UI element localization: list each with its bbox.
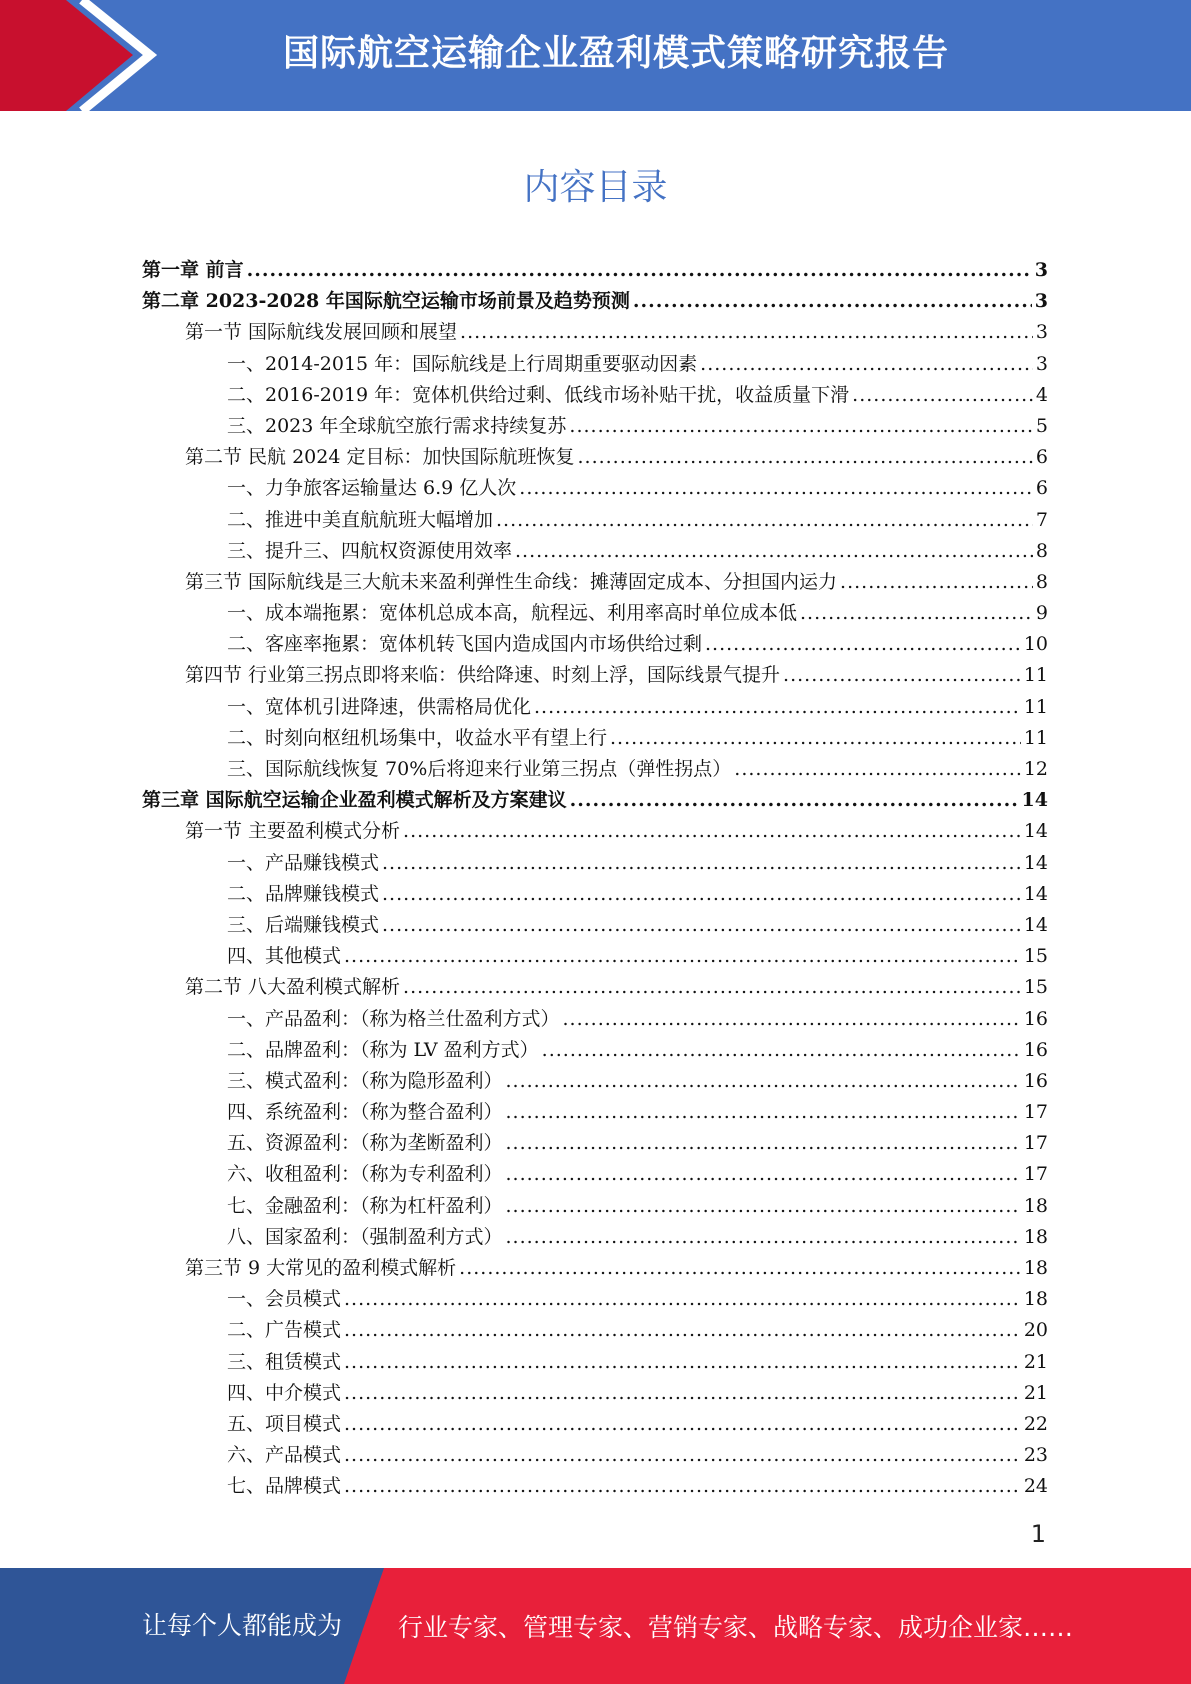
toc-dot-leader <box>344 1378 1021 1409</box>
toc-entry[interactable] <box>142 754 1048 785</box>
toc-dot-leader <box>344 1440 1021 1471</box>
toc-entry-page: 5 <box>1035 414 1048 437</box>
toc-dot-leader <box>515 536 1033 567</box>
toc-entry-title: 第三章 国际航空运输企业盈利模式解析及方案建议 <box>142 789 567 812</box>
toc-dot-leader <box>734 754 1021 785</box>
toc-entry[interactable] <box>142 1035 1048 1066</box>
toc-entry[interactable] <box>142 349 1048 380</box>
toc-entry-page: 24 <box>1023 1475 1048 1498</box>
toc-dot-leader <box>506 1191 1021 1222</box>
toc-entry-page: 8 <box>1035 570 1048 593</box>
toc-entry[interactable] <box>142 1347 1048 1378</box>
header-banner <box>0 0 1191 111</box>
footer-banner <box>0 1568 1191 1684</box>
toc-entry[interactable] <box>142 286 1048 317</box>
toc-dot-leader <box>382 910 1021 941</box>
toc-entry-title: 四、系统盈利：（称为整合盈利） <box>227 1101 503 1124</box>
toc-entry-page: 17 <box>1023 1163 1048 1186</box>
footer-slogan-right: 行业专家、管理专家、营销专家、战略专家、成功企业家…… <box>398 1613 1074 1642</box>
toc-entry-title: 第二节 民航 2024 定目标：加快国际航班恢复 <box>185 446 575 469</box>
toc-entry[interactable] <box>142 317 1048 348</box>
toc-dot-leader <box>519 473 1033 504</box>
toc-entry-page: 3 <box>1035 321 1048 344</box>
toc-entry-page: 14 <box>1023 820 1048 843</box>
toc-entry[interactable] <box>142 1471 1048 1502</box>
toc-entry-title: 第一章 前言 <box>142 259 244 281</box>
toc-entry[interactable] <box>142 1284 1048 1315</box>
toc-entry-page: 17 <box>1023 1132 1048 1155</box>
toc-dot-leader <box>506 1097 1021 1128</box>
toc-entry-title: 三、国际航线恢复 70%后将迎来行业第三拐点（弹性拐点） <box>227 758 732 780</box>
toc-entry-page: 18 <box>1023 1225 1048 1248</box>
toc-entry-page: 18 <box>1023 1194 1048 1217</box>
toc-entry-title: 二、广告模式 <box>227 1319 342 1342</box>
toc-entry[interactable] <box>142 1066 1048 1097</box>
toc-dot-leader <box>344 1347 1021 1378</box>
toc-entry[interactable] <box>142 255 1048 286</box>
toc-entry[interactable] <box>142 598 1048 629</box>
toc-dot-leader <box>459 1253 1021 1284</box>
toc-entry-page: 22 <box>1023 1412 1048 1435</box>
toc-entry-title: 第二节 八大盈利模式解析 <box>185 976 401 999</box>
toc-entry-title: 二、2016-2019 年：宽体机供给过剩、低线市场补贴干扰，收益质量下滑 <box>227 383 850 406</box>
toc-dot-leader <box>382 848 1021 879</box>
toc-entry[interactable] <box>142 692 1048 723</box>
toc-entry-page: 14 <box>1023 851 1048 874</box>
toc-entry[interactable] <box>142 473 1048 504</box>
toc-entry-page: 14 <box>1023 882 1048 905</box>
toc-entry-page: 16 <box>1023 1038 1048 1061</box>
toc-entry[interactable] <box>142 1440 1048 1471</box>
toc-entry-page: 10 <box>1023 633 1048 656</box>
toc-dot-leader <box>344 1471 1021 1502</box>
toc-entry-title: 第二章 2023-2028 年国际航空运输市场前景及趋势预测 <box>142 290 630 313</box>
toc-dot-leader <box>506 1128 1021 1159</box>
report-title: 国际航空运输企业盈利模式策略研究报告 <box>283 33 950 74</box>
toc-entry[interactable] <box>142 1191 1048 1222</box>
toc-entry[interactable] <box>142 536 1048 567</box>
toc-entry-page: 8 <box>1035 539 1048 562</box>
page-number: 1 <box>1030 1520 1046 1548</box>
toc-entry[interactable] <box>142 1253 1048 1284</box>
toc-entry[interactable] <box>142 1004 1048 1035</box>
toc-entry-title: 四、中介模式 <box>227 1381 342 1404</box>
toc-entry-title: 第一节 国际航线发展回顾和展望 <box>185 321 458 344</box>
toc-entry-title: 一、宽体机引进降速，供需格局优化 <box>227 695 532 718</box>
toc-entry-page: 9 <box>1035 602 1048 625</box>
toc-entry-title: 八、国家盈利：（强制盈利方式） <box>227 1225 503 1248</box>
toc-entry-page: 16 <box>1023 1007 1048 1030</box>
toc-entry-page: 16 <box>1023 1069 1048 1092</box>
toc-entry[interactable] <box>142 660 1048 691</box>
toc-heading: 内容目录 <box>523 167 668 208</box>
toc-dot-leader <box>506 1222 1021 1253</box>
toc-entry-title: 三、后端赚钱模式 <box>227 913 380 936</box>
toc-entry-title: 二、推进中美直航航班大幅增加 <box>227 508 494 531</box>
toc-entry-title: 六、产品模式 <box>227 1444 342 1467</box>
toc-dot-leader <box>577 442 1032 473</box>
toc-entry-page: 21 <box>1023 1381 1048 1404</box>
toc-entry-title: 七、品牌模式 <box>227 1475 342 1498</box>
toc-entry-title: 二、品牌赚钱模式 <box>227 882 380 905</box>
toc-entry-page: 6 <box>1035 446 1048 469</box>
toc-dot-leader <box>382 879 1021 910</box>
toc-dot-leader <box>700 349 1033 380</box>
toc-entry[interactable] <box>142 629 1048 660</box>
toc-entry-title: 三、提升三、四航权资源使用效率 <box>227 539 513 562</box>
toc-dot-leader <box>852 380 1033 411</box>
toc-entry-page: 3 <box>1034 290 1048 313</box>
toc-entry-title: 第三节 9 大常见的盈利模式解析 <box>185 1257 457 1279</box>
toc-entry[interactable] <box>142 442 1048 473</box>
toc-entry-page: 20 <box>1023 1319 1048 1342</box>
toc-entry-title: 一、产品盈利：（称为格兰仕盈利方式） <box>227 1007 560 1030</box>
toc-dot-leader <box>542 1035 1021 1066</box>
toc-entry-title: 第一节 主要盈利模式分析 <box>185 820 401 843</box>
toc-entry-page: 3 <box>1034 259 1048 281</box>
toc-entry-title: 第四节 行业第三拐点即将来临：供给降速、时刻上浮，国际线景气提升 <box>185 664 781 687</box>
toc-entry[interactable] <box>142 785 1048 816</box>
toc-entry[interactable] <box>142 1378 1048 1409</box>
toc-dot-leader <box>403 816 1021 847</box>
toc-entry-title: 二、时刻向枢纽机场集中，收益水平有望上行 <box>227 726 608 749</box>
toc-entry[interactable] <box>142 879 1048 910</box>
toc-dot-leader <box>506 1066 1021 1097</box>
toc-entry-page: 14 <box>1023 913 1048 936</box>
toc-entry[interactable] <box>142 1159 1048 1190</box>
toc-dot-leader <box>403 972 1021 1003</box>
toc-entry[interactable] <box>142 380 1048 411</box>
toc-entry-page: 14 <box>1021 789 1048 812</box>
toc-entry-title: 四、其他模式 <box>227 945 342 968</box>
toc-entry[interactable] <box>142 910 1048 941</box>
toc-entry-page: 18 <box>1023 1288 1048 1311</box>
toc-entry-page: 11 <box>1023 664 1048 687</box>
toc-entry-title: 一、会员模式 <box>227 1288 342 1311</box>
toc-entry-page: 11 <box>1023 695 1048 718</box>
toc-dot-leader <box>570 785 1019 816</box>
toc-entry[interactable] <box>142 1222 1048 1253</box>
toc-entry-title: 二、客座率拖累：宽体机转飞国内造成国内市场供给过剩 <box>227 633 703 656</box>
toc-entry-page: 23 <box>1023 1444 1048 1467</box>
toc-entry[interactable] <box>142 567 1048 598</box>
toc-entry-title: 一、2014-2015 年：国际航线是上行周期重要驱动因素 <box>227 352 698 375</box>
toc-entry-title: 一、产品赚钱模式 <box>227 851 380 874</box>
toc-entry-title: 二、品牌盈利：（称为 LV 盈利方式） <box>227 1038 539 1061</box>
toc-entry-page: 11 <box>1023 726 1048 749</box>
toc-entry-page: 4 <box>1035 383 1048 406</box>
toc-dot-leader <box>534 692 1021 723</box>
toc-entry[interactable] <box>142 1097 1048 1128</box>
toc-dot-leader <box>610 723 1021 754</box>
toc-entry-page: 18 <box>1023 1257 1048 1279</box>
toc-entry[interactable] <box>142 1128 1048 1159</box>
toc-entry-title: 三、租赁模式 <box>227 1350 342 1373</box>
toc-entry[interactable] <box>142 816 1048 847</box>
toc-dot-leader <box>344 941 1021 972</box>
toc-dot-leader <box>840 567 1033 598</box>
toc-entry[interactable] <box>142 848 1048 879</box>
toc-entry-page: 6 <box>1035 477 1048 500</box>
toc-entry-page: 3 <box>1035 352 1048 375</box>
toc-entry[interactable] <box>142 411 1048 442</box>
toc-entry[interactable] <box>142 723 1048 754</box>
toc-entry-page: 17 <box>1023 1101 1048 1124</box>
toc-entry-page: 15 <box>1023 976 1048 999</box>
toc-dot-leader <box>344 1409 1021 1440</box>
toc-entry-page: 7 <box>1035 508 1048 531</box>
toc-entry-title: 五、资源盈利：（称为垄断盈利） <box>227 1132 503 1155</box>
toc-entry-title: 六、收租盈利：（称为专利盈利） <box>227 1163 503 1186</box>
footer-slogan-left: 让每个人都能成为 <box>142 1611 343 1640</box>
toc-entry[interactable] <box>142 1315 1048 1346</box>
toc-entry-title: 一、成本端拖累：宽体机总成本高，航程远、利用率高时单位成本低 <box>227 602 798 625</box>
toc-dot-leader <box>800 598 1033 629</box>
toc-dot-leader <box>506 1159 1021 1190</box>
toc-entry[interactable] <box>142 941 1048 972</box>
toc-dot-leader <box>344 1315 1021 1346</box>
toc-entry-title: 一、力争旅客运输量达 6.9 亿人次 <box>227 477 517 500</box>
toc-entry-page: 15 <box>1023 945 1048 968</box>
toc-entry[interactable] <box>142 1409 1048 1440</box>
toc-entry[interactable] <box>142 972 1048 1003</box>
arrow-decoration-icon <box>0 0 160 111</box>
toc-dot-leader <box>569 411 1033 442</box>
toc-dot-leader <box>563 1004 1021 1035</box>
toc-entry-title: 三、2023 年全球航空旅行需求持续复苏 <box>227 414 567 437</box>
table-of-contents <box>142 255 1048 1503</box>
toc-dot-leader <box>247 255 1032 286</box>
toc-dot-leader <box>460 317 1033 348</box>
toc-dot-leader <box>344 1284 1021 1315</box>
toc-entry-page: 21 <box>1023 1350 1048 1373</box>
toc-entry-title: 三、模式盈利：（称为隐形盈利） <box>227 1069 503 1092</box>
toc-entry-title: 第三节 国际航线是三大航未来盈利弹性生命线：摊薄固定成本、分担国内运力 <box>185 570 838 593</box>
toc-entry-title: 五、项目模式 <box>227 1412 342 1435</box>
toc-entry-title: 七、金融盈利：（称为杠杆盈利） <box>227 1194 503 1217</box>
toc-entry[interactable] <box>142 505 1048 536</box>
toc-dot-leader <box>783 660 1021 691</box>
toc-dot-leader <box>705 629 1021 660</box>
toc-dot-leader <box>633 286 1032 317</box>
toc-entry-page: 12 <box>1023 758 1048 780</box>
toc-dot-leader <box>496 505 1033 536</box>
